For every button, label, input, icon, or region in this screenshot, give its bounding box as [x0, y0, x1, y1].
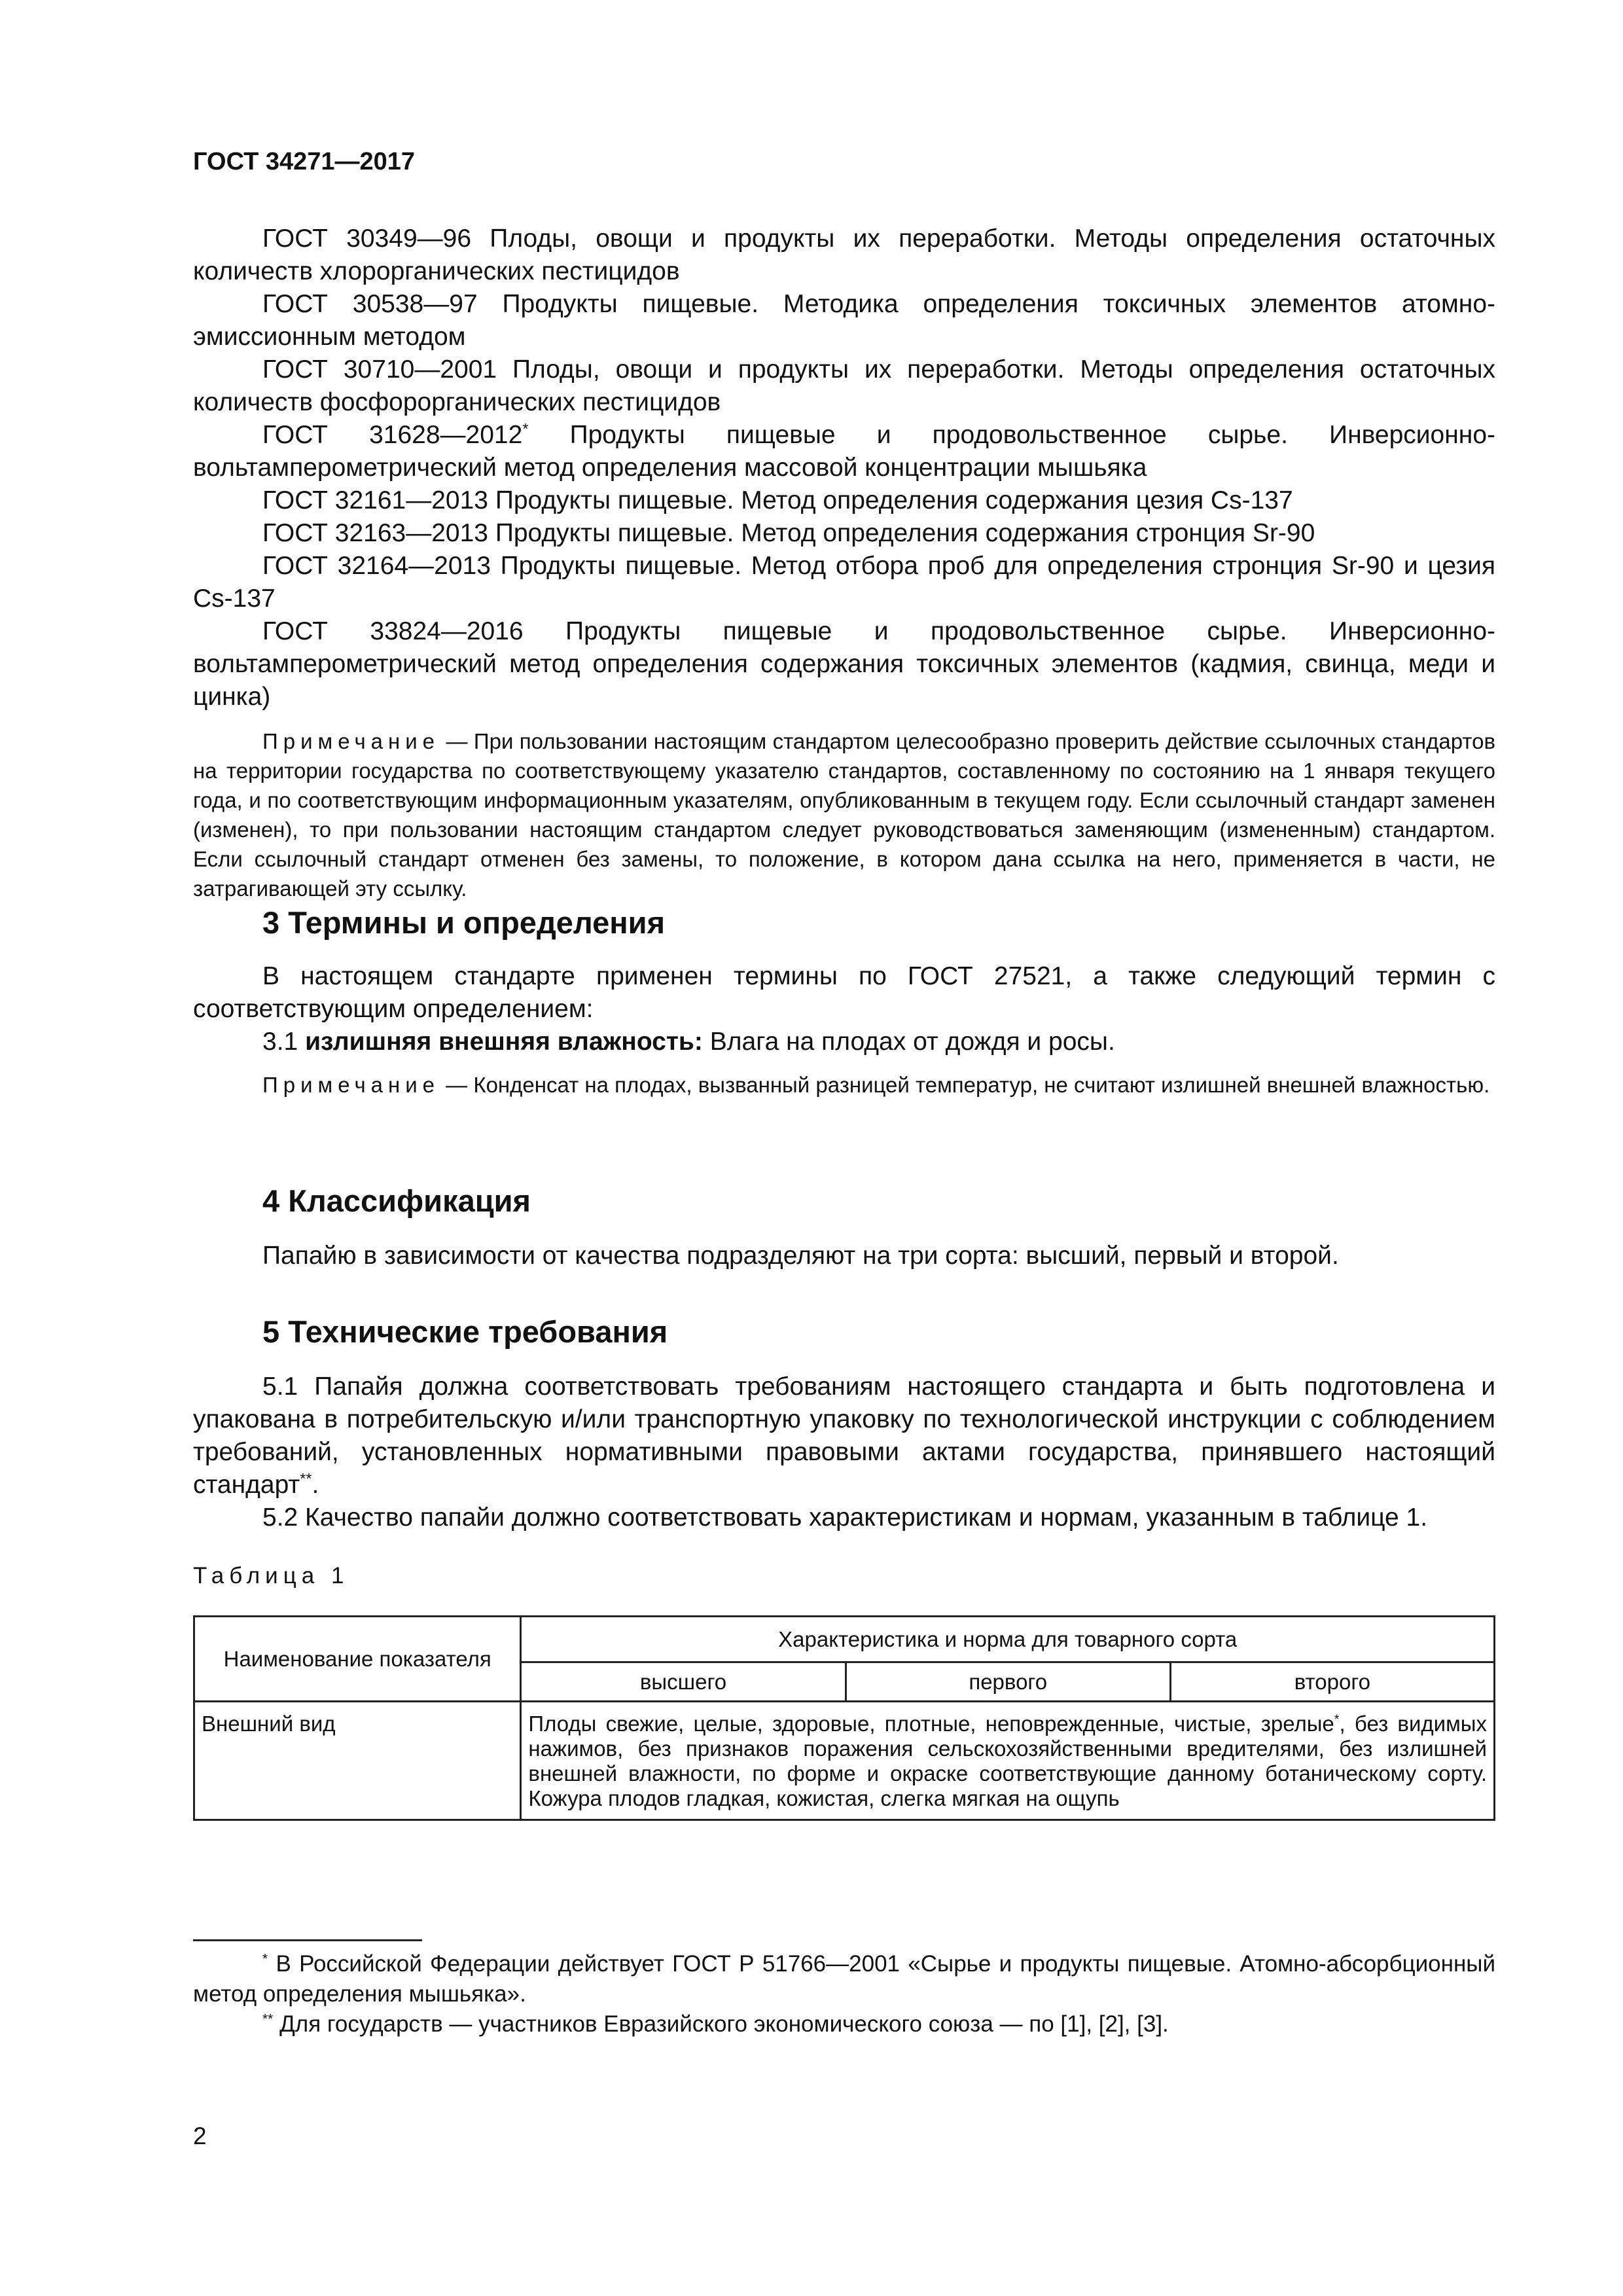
section-paragraph: 5.1 Папайя должна соответствовать требованиям настоящего стандарта и быть подготовлена и упакована в потребительскую и/или транспортную упаковку по технологической инструкции с соблюдением требований, установленных нормативными правовыми актами государства, принявшего настоящий стандарт**.: [193, 1372, 1495, 1499]
footnote: ** Для государств — участников Евразийского экономического союза — по [1], [2], [3].: [262, 2011, 1169, 2037]
footnote-marker: **: [300, 1470, 312, 1487]
footnote-marker: **: [262, 2011, 274, 2027]
section-heading: 4 Классификация: [262, 1183, 531, 1218]
header-grade: первого: [846, 1662, 1170, 1702]
header-group: Характеристика и норма для товарного сорта: [521, 1617, 1495, 1662]
header-grade: высшего: [521, 1662, 846, 1702]
header-indicator: Наименование показателя: [194, 1617, 521, 1702]
note-text: Конденсат на плодах, вызванный разницей температур, не считают излишней внешней влажностью.: [473, 1073, 1490, 1097]
section-heading: 3 Термины и определения: [262, 905, 665, 940]
section-paragraph: В настоящем стандарте применен термины по ГОСТ 27521, а также следующий термин с соответствующим определением:: [193, 962, 1495, 1023]
note-label: Примечание: [262, 1073, 440, 1097]
footnote: * В Российской Федерации действует ГОСТ Р 51766—2001 «Сырье и продукты пищевые. Атомно-абсорбционный метод определения мышьяка».: [193, 1951, 1495, 2007]
reference-item: ГОСТ 30349—96 Плоды, овощи и продукты их переработки. Методы определения остаточных количеств хлорорганических пестицидов: [193, 224, 1495, 285]
reference-item: ГОСТ 32164—2013 Продукты пищевые. Метод отбора проб для определения стронция Sr-90 и цезия Cs-137: [193, 552, 1495, 613]
row-label: Внешний вид: [194, 1702, 521, 1820]
reference-item: ГОСТ 32161—2013 Продукты пищевые. Метод определения содержания цезия Cs-137: [262, 486, 1293, 514]
section-heading: 5 Технические требования: [262, 1314, 668, 1349]
footnote-divider: [193, 1939, 422, 1941]
term-note: Примечание — Конденсат на плодах, вызванный разницей температур, не считают излишней внешней влажностью.: [262, 1073, 1490, 1097]
document-code: ГОСТ 34271—2017: [193, 148, 416, 175]
page-number: 2: [193, 2123, 207, 2149]
reference-item: [193, 419, 1495, 484]
table-caption: Таблица 1: [193, 1563, 349, 1588]
footnote-marker: *: [1334, 1712, 1340, 1727]
section-terms: [193, 905, 1495, 1100]
note-label: Примечание: [262, 729, 440, 753]
quality-table: [193, 1615, 1495, 1821]
section-paragraph: 5.2 Качество папайи должно соответствовать характеристикам и нормам, указанным в таблице 1.: [262, 1503, 1428, 1532]
section-paragraph: Папайю в зависимости от качества подразделяют на три сорта: высший, первый и второй.: [262, 1242, 1339, 1270]
reference-title: Продукты пищевые и продовольственное сырье. Инверсионно-вольтамперометрический метод определения массовой концентрации мышьяка: [193, 421, 1495, 482]
reference-code: ГОСТ 31628—2012: [262, 421, 523, 449]
reference-item: ГОСТ 33824—2016 Продукты пищевые и продовольственное сырье. Инверсионно-вольтамперометрический метод определения содержания токсичных элементов (кадмия, свинца, меди и цинка): [193, 617, 1495, 711]
row-value: Плоды свежие, целые, здоровые, плотные, неповрежденные, чистые, зрелые*, без видимых нажимов, без признаков поражения сельскохозяйственными вредителями, без излишней внешней влажности, по форме и окраске соответствующие данному ботаническому сорту. Кожура плодов гладкая, кожистая, слегка мягкая на ощупь: [521, 1702, 1495, 1820]
footnote-marker: *: [262, 1951, 268, 1967]
note-text: При пользовании настоящим стандартом целесообразно проверить действие ссылочных стандартов на территории государства по соответствующему указателю стандартов, составленному по состоянию на 1 января текущего года, и по соответствующим информационным указателям, опубликованным в текущем году. Если ссылочный стандарт заменен (изменен), то при пользовании настоящим стандартом следует руководствоваться заменяющим (измененным) стандартом. Если ссылочный стандарт отменен без замены, то положение, в котором дана ссылка на него, применяется в части, не затрагивающей эту ссылку.: [193, 729, 1495, 901]
normative-references: [193, 223, 1495, 903]
reference-item: ГОСТ 30710—2001 Плоды, овощи и продукты их переработки. Методы определения остаточных количеств фосфорорганических пестицидов: [193, 355, 1495, 416]
reference-item: ГОСТ 32163—2013 Продукты пищевые. Метод определения содержания стронция Sr-90: [262, 519, 1315, 547]
section-requirements: [193, 1314, 1495, 1534]
references-note: Примечание — При пользовании настоящим стандартом целесообразно проверить действие ссылочных стандартов на территории государства по соответствующему указателю стандартов, составленному по состоянию на 1 января текущего года, и по соответствующим информационным указателям, опубликованным в текущем году. Если ссылочный стандарт заменен (изменен), то при пользовании настоящим стандартом следует руководствоваться заменяющим (измененным) стандартом. Если ссылочный стандарт отменен без замены, то положение, в котором дана ссылка на него, применяется в части, не затрагивающей эту ссылку.: [193, 729, 1495, 901]
term-definition: 3.1 излишняя внешняя влажность: Влага на плодах от дождя и росы.: [262, 1028, 1115, 1056]
reference-item: ГОСТ 30538—97 Продукты пищевые. Методика определения токсичных элементов атомно-эмиссионным методом: [193, 290, 1495, 351]
term: излишняя внешняя влажность:: [305, 1028, 703, 1056]
footnotes: [193, 1949, 1495, 2039]
section-classification: [193, 1183, 1495, 1272]
header-grade: второго: [1170, 1662, 1494, 1702]
footnote-marker: *: [522, 420, 529, 437]
